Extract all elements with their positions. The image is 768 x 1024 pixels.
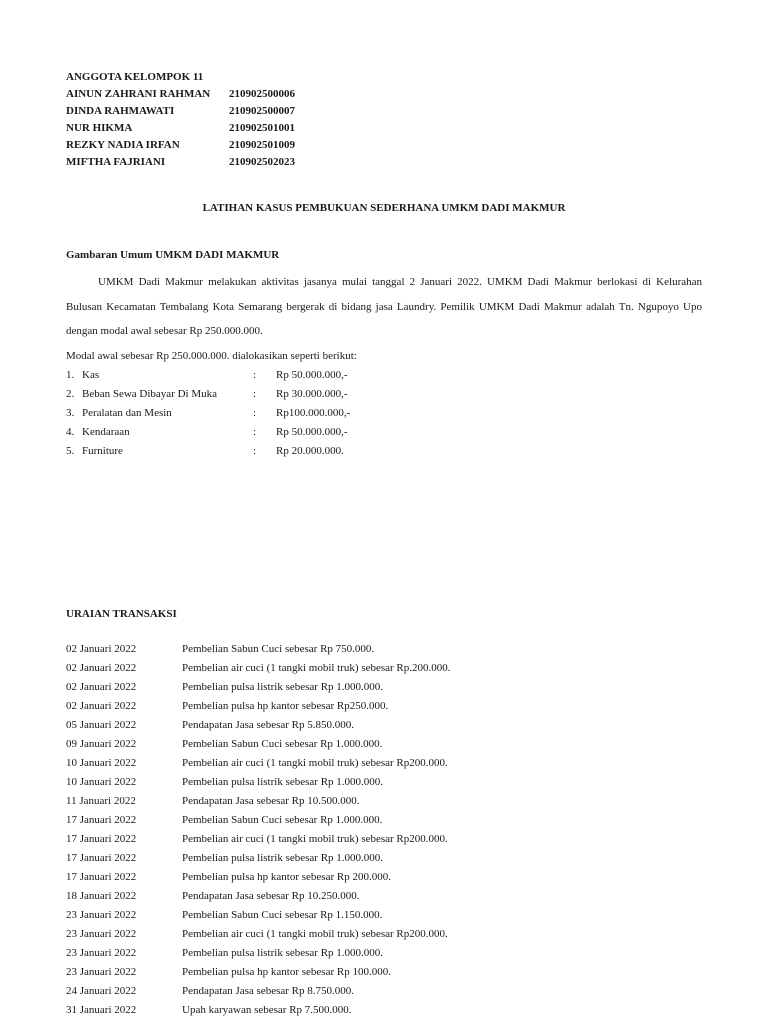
- member-name: MIFTHA FAJRIANI: [66, 156, 166, 168]
- item-colon: :: [253, 369, 257, 381]
- transaction-date: 31 Januari 2022: [66, 1004, 137, 1016]
- item-label: Beban Sewa Dibayar Di Muka: [82, 388, 218, 400]
- allocation-intro: Modal awal sebesar Rp 250.000.000. dialokasikan seperti berikut:: [66, 350, 357, 362]
- item-amount: Rp 50.000.000,-: [276, 426, 348, 438]
- transaction-description: Pendapatan Jasa sebesar Rp 5.850.000.: [182, 719, 354, 731]
- transaction-date: 17 Januari 2022: [66, 833, 137, 845]
- member-name: NUR HIKMA: [66, 122, 133, 134]
- overview-paragraph: UMKM Dadi Makmur melakukan aktivitas jasanya mulai tanggal 2 Januari 2022. UMKM Dadi Makmur berlokasi di Kelurahan Bulusan Kecamatan Tembalang Kota Semarang bergerak di bidang jasa Laundry. Pemilik UMKM Dadi Makmur adalah Tn. Ngupoyo Upo dengan modal awal sebesar Rp 250.000.000.: [66, 276, 702, 337]
- member-nim: 210902501009: [229, 139, 295, 151]
- transaction-date: 02 Januari 2022: [66, 662, 137, 674]
- transaction-description: Pembelian pulsa hp kantor sebesar Rp 200.000.: [182, 871, 391, 883]
- member-name: DINDA RAHMAWATI: [66, 105, 175, 117]
- item-colon: :: [253, 388, 257, 400]
- transaction-date: 05 Januari 2022: [66, 719, 137, 731]
- transaction-date: 09 Januari 2022: [66, 738, 137, 750]
- member-nim: 210902502023: [229, 156, 295, 168]
- item-amount: Rp 30.000.000,-: [276, 388, 348, 400]
- transaction-description: Pembelian Sabun Cuci sebesar Rp 750.000.: [182, 643, 375, 655]
- document-title: LATIHAN KASUS PEMBUKUAN SEDERHANA UMKM DADI MAKMUR: [202, 202, 566, 214]
- transaction-description: Pembelian air cuci (1 tangki mobil truk) sebesar Rp.200.000.: [182, 662, 451, 674]
- transaction-date: 10 Januari 2022: [66, 757, 137, 769]
- item-label: Kendaraan: [82, 426, 130, 438]
- transaction-description: Pembelian Sabun Cuci sebesar Rp 1.150.000.: [182, 909, 383, 921]
- transaction-description: Pembelian air cuci (1 tangki mobil truk) sebesar Rp200.000.: [182, 833, 448, 845]
- item-label: Peralatan dan Mesin: [82, 407, 172, 419]
- transaction-description: Pembelian Sabun Cuci sebesar Rp 1.000.000.: [182, 814, 383, 826]
- transaction-description: Pendapatan Jasa sebesar Rp 8.750.000.: [182, 985, 354, 997]
- transaction-date: 23 Januari 2022: [66, 928, 137, 940]
- transaction-description: Pembelian Sabun Cuci sebesar Rp 1.000.000.: [182, 738, 383, 750]
- transaction-description: Upah karyawan sebesar Rp 7.500.000.: [182, 1004, 352, 1016]
- transaction-date: 10 Januari 2022: [66, 776, 137, 788]
- transaction-date: 17 Januari 2022: [66, 871, 137, 883]
- item-number: 5.: [66, 445, 75, 457]
- transaction-date: 18 Januari 2022: [66, 890, 137, 902]
- item-amount: Rp 50.000.000,-: [276, 369, 348, 381]
- transaction-description: Pembelian pulsa listrik sebesar Rp 1.000.000.: [182, 852, 384, 864]
- item-number: 3.: [66, 407, 75, 419]
- member-nim: 210902501001: [229, 122, 295, 134]
- item-number: 2.: [66, 388, 75, 400]
- overview-heading: Gambaran Umum UMKM DADI MAKMUR: [66, 249, 280, 261]
- transaction-description: Pembelian pulsa hp kantor sebesar Rp 100.000.: [182, 966, 391, 978]
- item-amount: Rp 20.000.000.: [276, 445, 344, 457]
- item-colon: :: [253, 407, 257, 419]
- member-name: AINUN ZAHRANI RAHMAN: [66, 88, 211, 100]
- transaction-description: Pendapatan Jasa sebesar Rp 10.250.000.: [182, 890, 360, 902]
- transaction-description: Pembelian pulsa listrik sebesar Rp 1.000.000.: [182, 776, 384, 788]
- transaction-date: 23 Januari 2022: [66, 947, 137, 959]
- transaction-date: 02 Januari 2022: [66, 700, 137, 712]
- member-nim: 210902500007: [229, 105, 295, 117]
- member-heading-text: ANGGOTA KELOMPOK 11: [66, 71, 204, 83]
- transaction-description: Pembelian pulsa listrik sebesar Rp 1.000.000.: [182, 681, 384, 693]
- item-amount: Rp100.000.000,-: [276, 407, 351, 419]
- item-number: 4.: [66, 426, 75, 438]
- transaction-description: Pembelian pulsa listrik sebesar Rp 1.000.000.: [182, 947, 384, 959]
- item-number: 1.: [66, 369, 75, 381]
- transaction-date: 02 Januari 2022: [66, 643, 137, 655]
- item-colon: :: [253, 426, 257, 438]
- member-nim: 210902500006: [229, 88, 295, 100]
- transaction-description: Pembelian air cuci (1 tangki mobil truk) sebesar Rp200.000.: [182, 928, 448, 940]
- transaction-description: Pembelian air cuci (1 tangki mobil truk) sebesar Rp200.000.: [182, 757, 448, 769]
- transaction-description: Pendapatan Jasa sebesar Rp 10.500.000.: [182, 795, 360, 807]
- member-name: REZKY NADIA IRFAN: [66, 139, 180, 151]
- transaction-date: 17 Januari 2022: [66, 814, 137, 826]
- transaction-description: Pembelian pulsa hp kantor sebesar Rp250.000.: [182, 700, 389, 712]
- item-label: Furniture: [82, 445, 123, 457]
- transaction-date: 24 Januari 2022: [66, 985, 137, 997]
- item-label: Kas: [82, 369, 100, 381]
- transaction-date: 02 Januari 2022: [66, 681, 137, 693]
- transaction-date: 23 Januari 2022: [66, 909, 137, 921]
- transaction-date: 11 Januari 2022: [66, 795, 136, 807]
- item-colon: :: [253, 445, 257, 457]
- transaction-date: 23 Januari 2022: [66, 966, 137, 978]
- transactions-heading: URAIAN TRANSAKSI: [66, 608, 177, 620]
- transaction-date: 17 Januari 2022: [66, 852, 137, 864]
